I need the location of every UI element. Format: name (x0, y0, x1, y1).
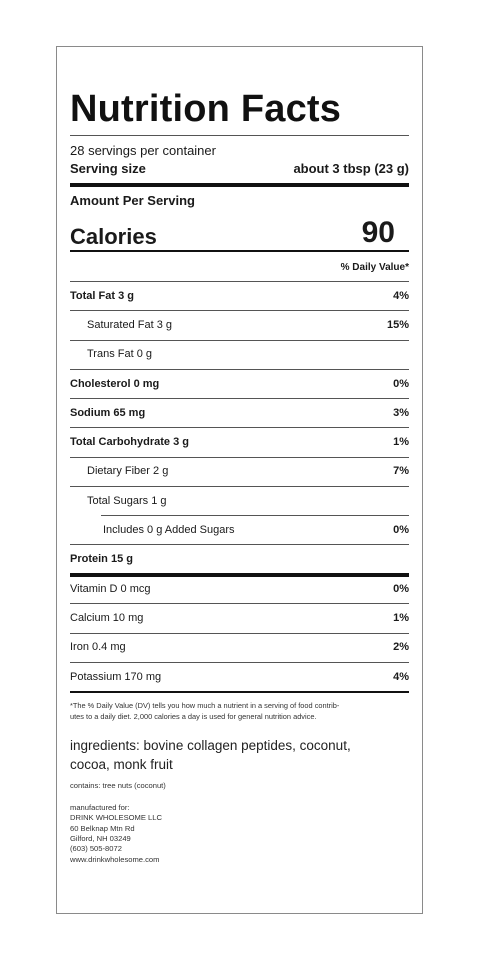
nutrient-dietary-fiber-dv: 7% (393, 465, 409, 477)
iron: Iron 0.4 mg (70, 641, 126, 653)
manufacturer-name: DRINK WHOLESOME LLC (70, 813, 162, 822)
divider (70, 457, 409, 458)
nutrient-dietary-fiber: Dietary Fiber 2 g (87, 465, 169, 477)
divider (70, 340, 409, 341)
divider (70, 633, 409, 634)
nutrient-total-sugars: Total Sugars 1 g (87, 495, 167, 507)
nutrient-sodium: Sodium 65 mg (70, 407, 146, 419)
divider (70, 544, 409, 545)
amount-per-serving: Amount Per Serving (70, 193, 195, 208)
divider (70, 603, 409, 604)
nutrient-cholesterol-dv: 0% (393, 378, 409, 390)
potassium-dv: 4% (393, 671, 409, 683)
vitamin-d-dv: 0% (393, 583, 409, 595)
nutrient-saturated-fat: Saturated Fat 3 g (87, 319, 172, 331)
nutrient-added-sugars-dv: 0% (393, 524, 409, 536)
medium-divider (70, 691, 409, 693)
servings-per-container: 28 servings per container (70, 143, 216, 158)
nutrient-saturated-fat-dv: 15% (386, 319, 409, 331)
nutrient-total-carbohydrate: Total Carbohydrate 3 g (70, 436, 189, 448)
daily-value-header: % Daily Value* (340, 262, 409, 273)
manufacturer-street: 60 Belknap Mtn Rd (70, 824, 135, 833)
iron-dv: 2% (393, 641, 409, 653)
nutrient-cholesterol: Cholesterol 0 mg (70, 378, 160, 390)
ingredients-line-2: cocoa, monk fruit (70, 757, 173, 772)
thick-divider (70, 183, 409, 187)
allergen-statement: contains: tree nuts (coconut) (70, 781, 166, 790)
ingredients-line-1: ingredients: bovine collagen peptides, coconut, (70, 738, 351, 753)
thick-divider (70, 573, 409, 577)
nutrient-total-fat: Total Fat 3 g (70, 290, 134, 302)
daily-value-footnote-line-2: utes to a daily diet. 2,000 calories a day is used for general nutrition advice. (70, 712, 317, 721)
nutrient-total-carbohydrate-dv: 1% (393, 436, 409, 448)
nutrient-trans-fat: Trans Fat 0 g (87, 348, 153, 360)
manufacturer-city: Gilford, NH 03249 (70, 834, 131, 843)
divider (70, 281, 409, 282)
manufacturer-heading: manufactured for: (70, 803, 130, 812)
serving-size-value: about 3 tbsp (23 g) (293, 161, 409, 176)
label-title: Nutrition Facts (70, 88, 342, 130)
vitamin-d: Vitamin D 0 mcg (70, 583, 151, 595)
divider (70, 310, 409, 311)
medium-divider (70, 250, 409, 252)
divider (70, 662, 409, 663)
nutrition-facts-label (56, 46, 423, 914)
nutrient-added-sugars: Includes 0 g Added Sugars (103, 524, 235, 536)
daily-value-footnote-line-1: *The % Daily Value (DV) tells you how much a nutrient in a serving of food contrib- (70, 701, 340, 710)
manufacturer-website: www.drinkwholesome.com (70, 855, 160, 864)
calories-label: Calories (70, 224, 157, 249)
calcium-dv: 1% (393, 612, 409, 624)
divider (101, 515, 409, 516)
nutrient-total-fat-dv: 4% (393, 290, 409, 302)
divider (70, 369, 409, 370)
potassium: Potassium 170 mg (70, 671, 162, 683)
divider (70, 398, 409, 399)
nutrient-sodium-dv: 3% (393, 407, 409, 419)
divider (70, 135, 409, 136)
divider (70, 427, 409, 428)
serving-size-label: Serving size (70, 161, 146, 176)
calories-value: 90 (361, 216, 395, 249)
nutrient-protein: Protein 15 g (70, 553, 133, 565)
divider (70, 486, 409, 487)
calcium: Calcium 10 mg (70, 612, 144, 624)
manufacturer-phone: (603) 505-8072 (70, 844, 122, 853)
